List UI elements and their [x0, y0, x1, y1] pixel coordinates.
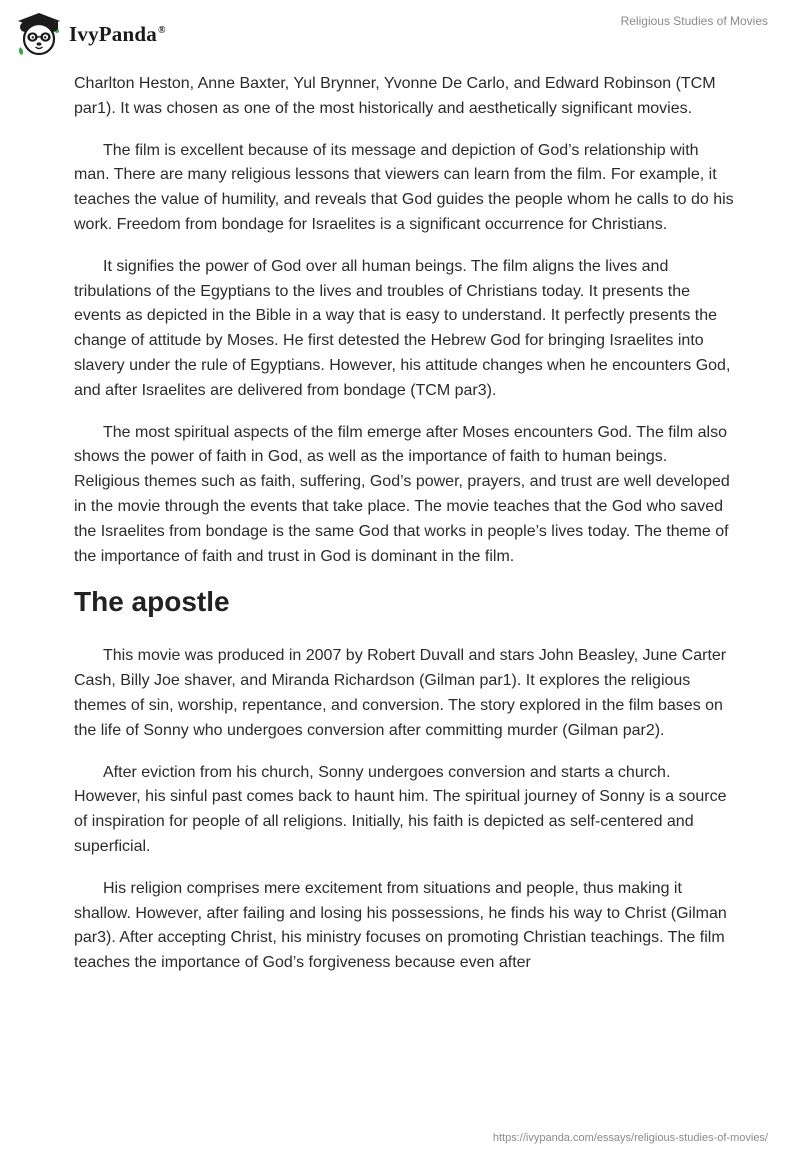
section-heading-the-apostle: The apostle [74, 586, 230, 618]
paragraph-7: His religion comprises mere excitement from situations and people, thus making it shallow. However, after failing and losing his possessions, he finds his way to Christ (Gilman par3). After accepting Christ, his ministry focuses on promoting Christian teachings. The film teaches the importance of God’s forgiveness because even after [74, 879, 727, 972]
paragraph-5: This movie was produced in 2007 by Robert Duvall and stars John Beasley, June Carter Cash, Billy Joe shaver, and Miranda Richardson (Gilman par1). It explores the religious themes of sin, worship, repentance, and conversion. The story explored in the film bases on the life of Sonny who undergoes conversion after committing murder (Gilman par2). [74, 647, 727, 739]
brand-name: IvyPanda® [69, 21, 166, 46]
panda-graduate-icon [16, 11, 62, 57]
source-url-link[interactable]: https://ivypanda.com/essays/religious-studies-of-movies/ [492, 1132, 768, 1144]
document-title: Religious Studies of Movies [620, 14, 768, 28]
paragraph-3: It signifies the power of God over all human beings. The film aligns the lives and tribulations of the Egyptians to the lives and troubles of Christians today. It presents the events as depicted in the Bible in a way that is easy to understand. It perfectly presents the change of attitude by Moses. He first detested the Hebrew God for bringing Israelites into slavery under the rule of Egyptians. However, his attitude changes when he encounters God, and after Israelites are delivered from bondage (TCM par3). [74, 257, 731, 399]
page-header [0, 0, 800, 70]
paragraph-6: After eviction from his church, Sonny undergoes conversion and starts a church. However, his sinful past comes back to haunt him. The spiritual journey of Sonny is a source of inspiration for people of all religions. Initially, his faith is depicted as self-centered and superficial. [74, 763, 727, 855]
paragraph-4: The most spiritual aspects of the film emerge after Moses encounters God. The film also shows the power of faith in God, as well as the importance of faith to human beings. Religious themes such as faith, suffering, God’s power, prayers, and trust are well developed in the movie through the events that take place. The movie teaches that the God who saved the Israelites from bondage is the same God that works in people’s lives today. The theme of the importance of faith and trust in God is dominant in the film. [74, 423, 730, 565]
paragraph-1: Charlton Heston, Anne Baxter, Yul Brynner, Yvonne De Carlo, and Edward Robinson (TCM par1). It was chosen as one of the most historically and aesthetically significant movies. [74, 75, 716, 117]
paragraph-2: The film is excellent because of its message and depiction of God’s relationship with man. There are many religious lessons that viewers can learn from the film. For example, it teaches the value of humility, and reveals that God guides the people whom he calls to do his work. Freedom from bondage for Israelites is a significant occurrence for Christians. [74, 141, 734, 233]
essay-body [74, 72, 734, 993]
ivypanda-logo[interactable] [16, 11, 166, 57]
